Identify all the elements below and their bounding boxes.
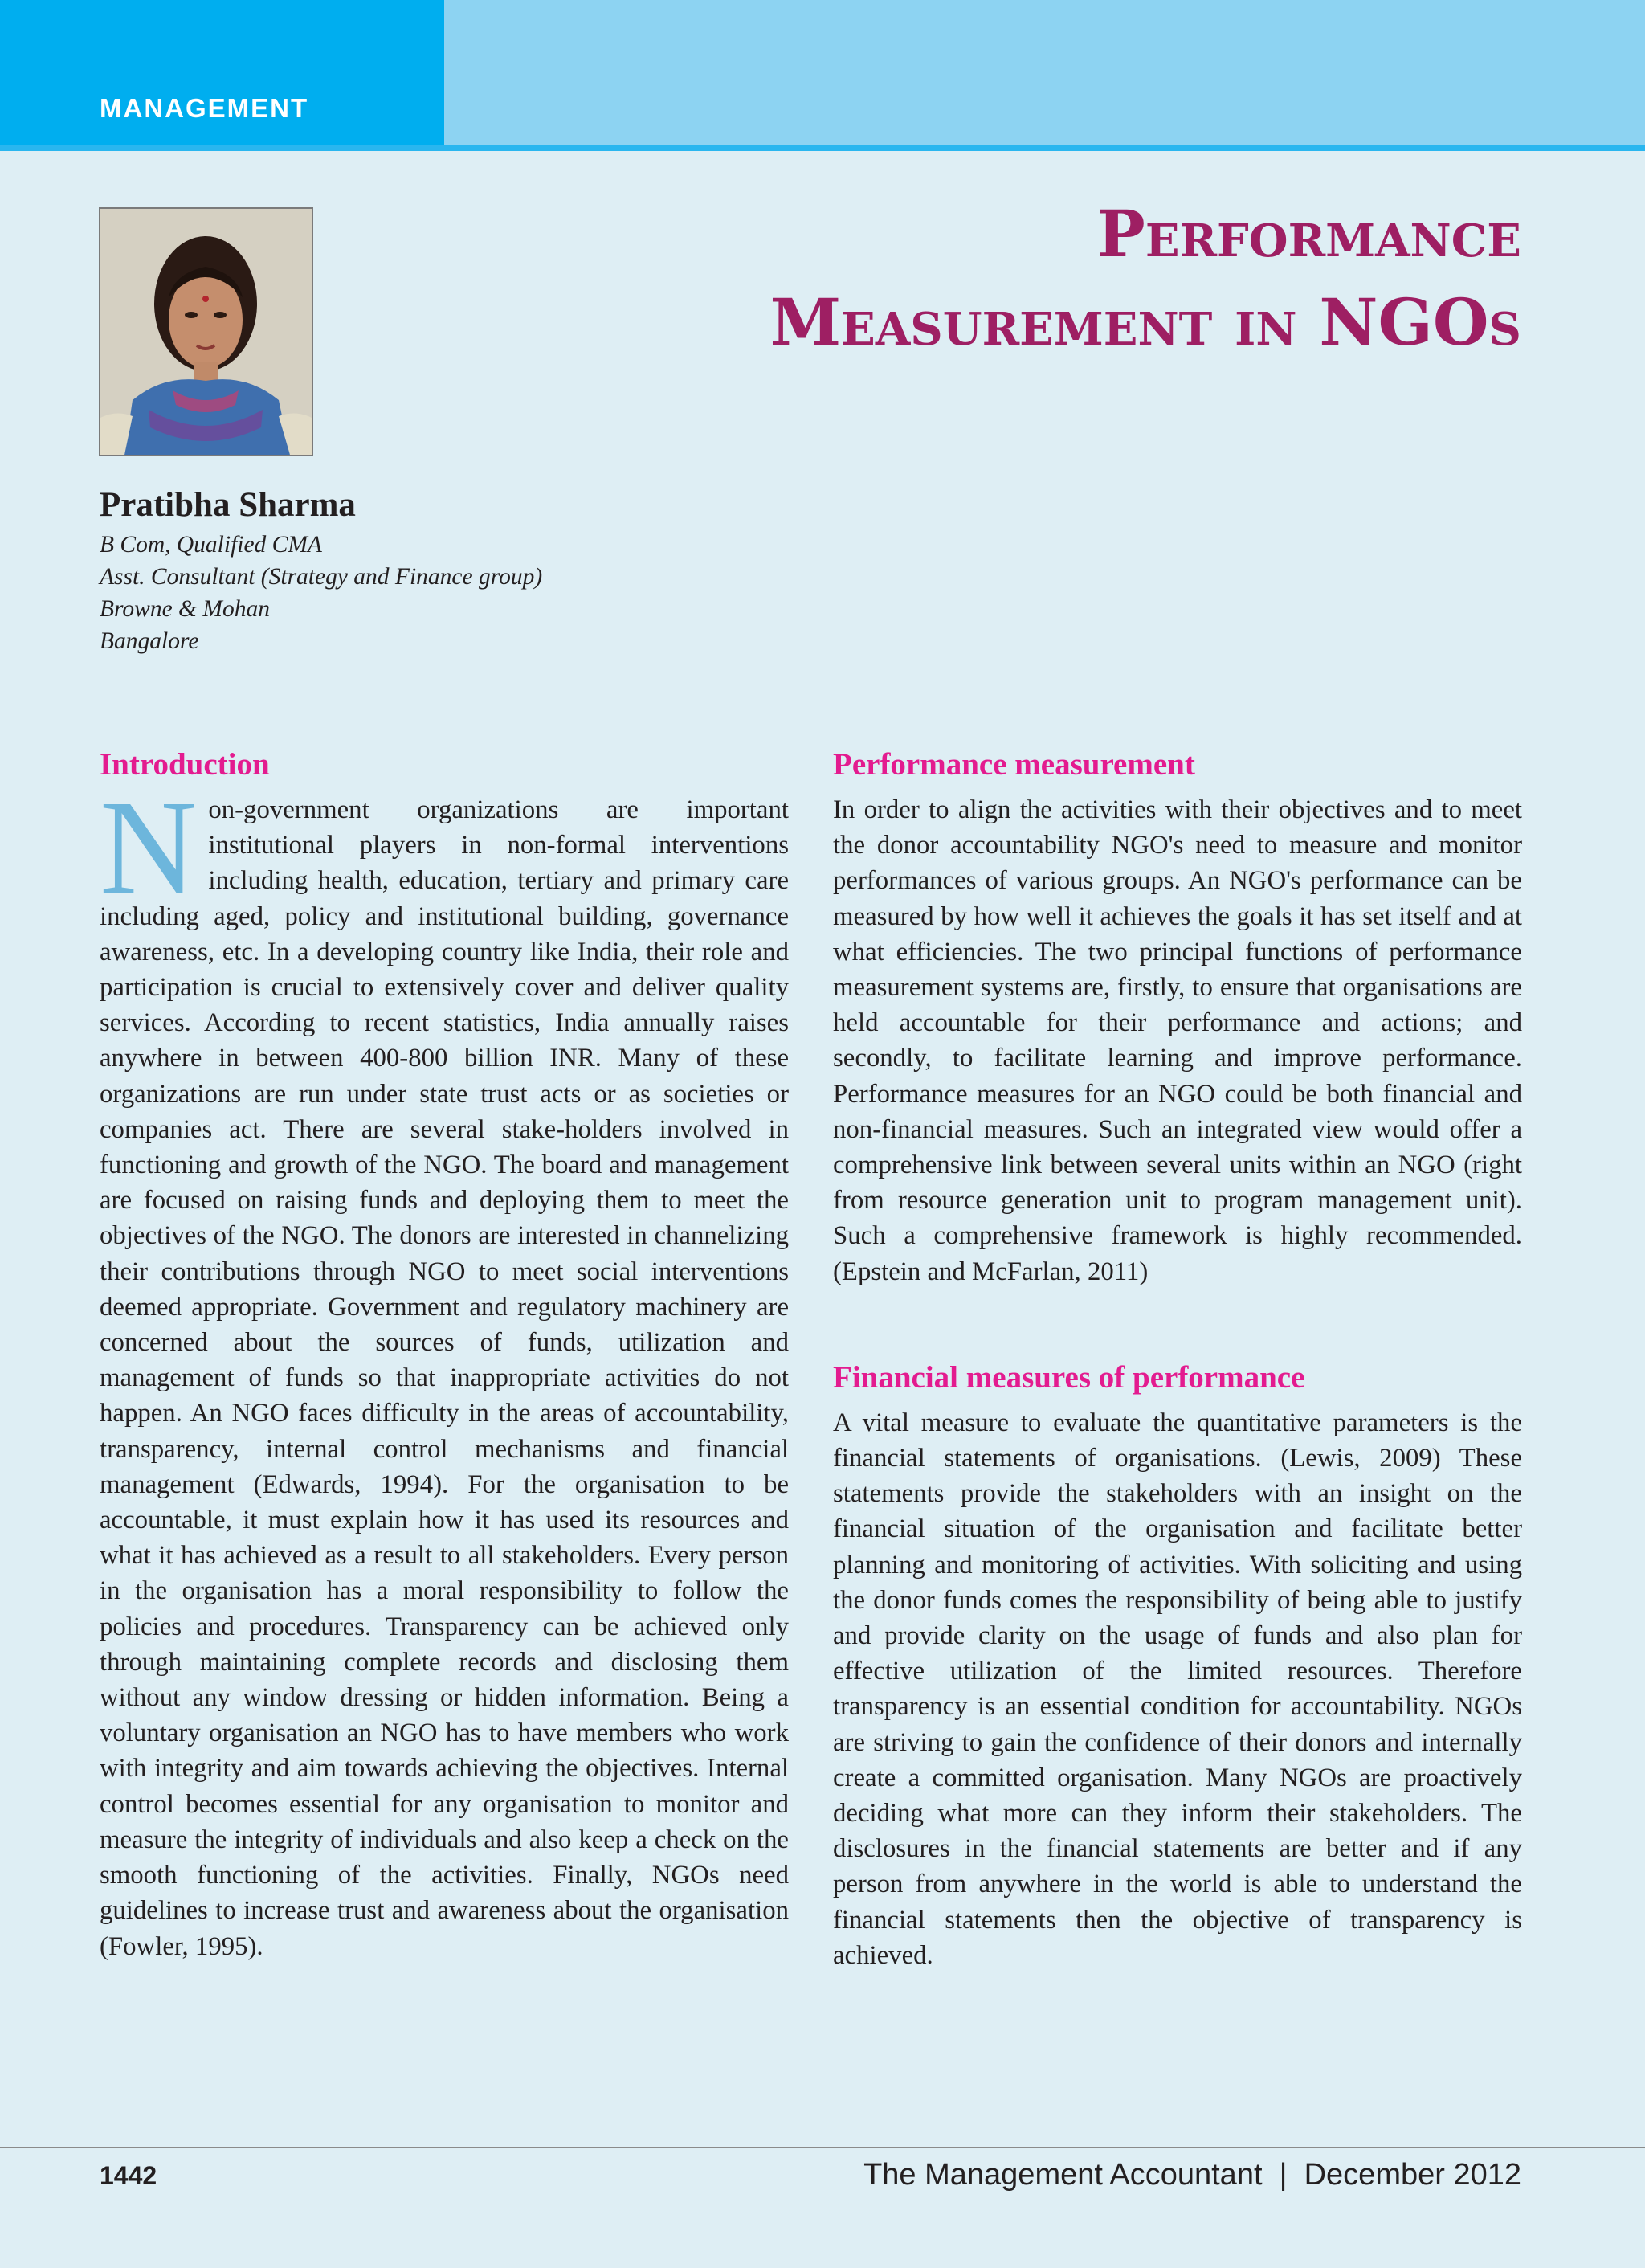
performance-measurement-heading: Performance measurement (833, 747, 1195, 782)
author-details (100, 529, 542, 657)
performance-measurement-body: In order to align the activities with their objectives and to meet the donor accountability NGO's need to measure and monitor performances of various groups. An NGO's performance can be measured by how well it achieves the goals it has set itself and at what efficiencies. The two principal functions of performance measurement systems are, firstly, to ensure that organisations are held accountable for their performance and actions; and secondly, to facilitate learning and improve performance. Performance measures for an NGO could be both financial and non-financial measures. Such an integrated view would offer a comprehensive link between several units within an NGO (right from resource generation unit to program management unit). Such a comprehensive framework is highly recommended. (Epstein and McFarlan, 2011) (833, 795, 1522, 1286)
author-company: Browne & Mohan (100, 596, 270, 622)
right-column (833, 744, 1522, 1973)
author-position: Asst. Consultant (Strategy and Finance group) (100, 564, 543, 590)
section-tag: MANAGEMENT (100, 93, 309, 123)
introduction-body: on-government organizations are important institutional players in non-formal interventions including health, education, tertiary and primary care including aged, policy and institutional building, governance awareness, etc. In a developing country like India, their role and participation is crucial to extensively cover and deliver quality services. According to recent statistics, India annually raises anywhere in between 400-800 billion INR. Many of these organizations are run under state trust acts or as societies or companies act. There are several stake-holders involved in functioning and growth of the NGO. The board and management are focused on raising funds and deploying them to meet the objectives of the NGO. The donors are interested in channelizing their contributions through NGO to meet social interventions deemed appropriate. Government and regulatory machinery are concerned about the sources of funds, utilization and management of funds so that inappropriate activities do not happen. An NGO faces difficulty in the areas of accountability, transparency, internal control mechanisms and financial management (Edwards, 1994). For the organisation to be accountable, it must explain how it has used its resources and what it has achieved as a result to all stakeholders. Every person in the organisation has a moral responsibility to follow the policies and procedures. Transparency can be achieved only through maintaining complete records and disclosing them without any window dressing or hidden information. Being a voluntary organisation an NGO has to have members who work with integrity and aim towards achieving the objectives. Internal control becomes essential for any organisation to monitor and measure the integrity of individuals and also keep a check on the smooth functioning of the activities. Finally, NGOs need guidelines to increase trust and awareness about the organisation (Fowler, 1995). (100, 795, 789, 1961)
introduction-paragraph (100, 773, 789, 1964)
header-divider (0, 145, 1645, 151)
journal-issue: The Management Accountant | December 2012 (863, 2158, 1521, 2192)
footer-divider (0, 2147, 1645, 2148)
section-gap (833, 1289, 1522, 1357)
drop-cap: N (100, 773, 198, 922)
author-qualification: B Com, Qualified CMA (100, 532, 322, 558)
page-number: 1442 (100, 2161, 157, 2190)
article-title-line1: Performance (1096, 196, 1521, 272)
article-title-line2: Measurement in NGOs (769, 284, 1521, 360)
introduction-heading: Introduction (100, 747, 270, 782)
article-title (770, 190, 1521, 366)
author-photo (99, 207, 313, 456)
author-name: Pratibha Sharma (100, 486, 356, 524)
author-portrait-image (100, 209, 312, 455)
left-column (100, 744, 789, 1964)
financial-measures-heading: Financial measures of performance (833, 1359, 1305, 1395)
financial-measures-body: A vital measure to evaluate the quantitative parameters is the financial statements of organisations. (Lewis, 2009) These statements provide the stakeholders with an insight on the financial situation of the organisation and facilitate better planning and monitoring of activities. With soliciting and using the donor funds comes the responsibility of being able to justify and provide clarity on the usage of funds and also plan for effective utilization of the limited resources. Therefore transparency is an essential condition for accountability. NGOs are striving to gain the confidence of their donors and internally create a committed organisation. Many NGOs are proactively deciding what more can they inform their stakeholders. The disclosures in the financial statements are better and if any person from anywhere in the world is able to understand the financial statements then the objective of transparency is achieved. (833, 1408, 1522, 1970)
header-section-tab (0, 0, 444, 151)
author-city: Bangalore (100, 628, 199, 654)
